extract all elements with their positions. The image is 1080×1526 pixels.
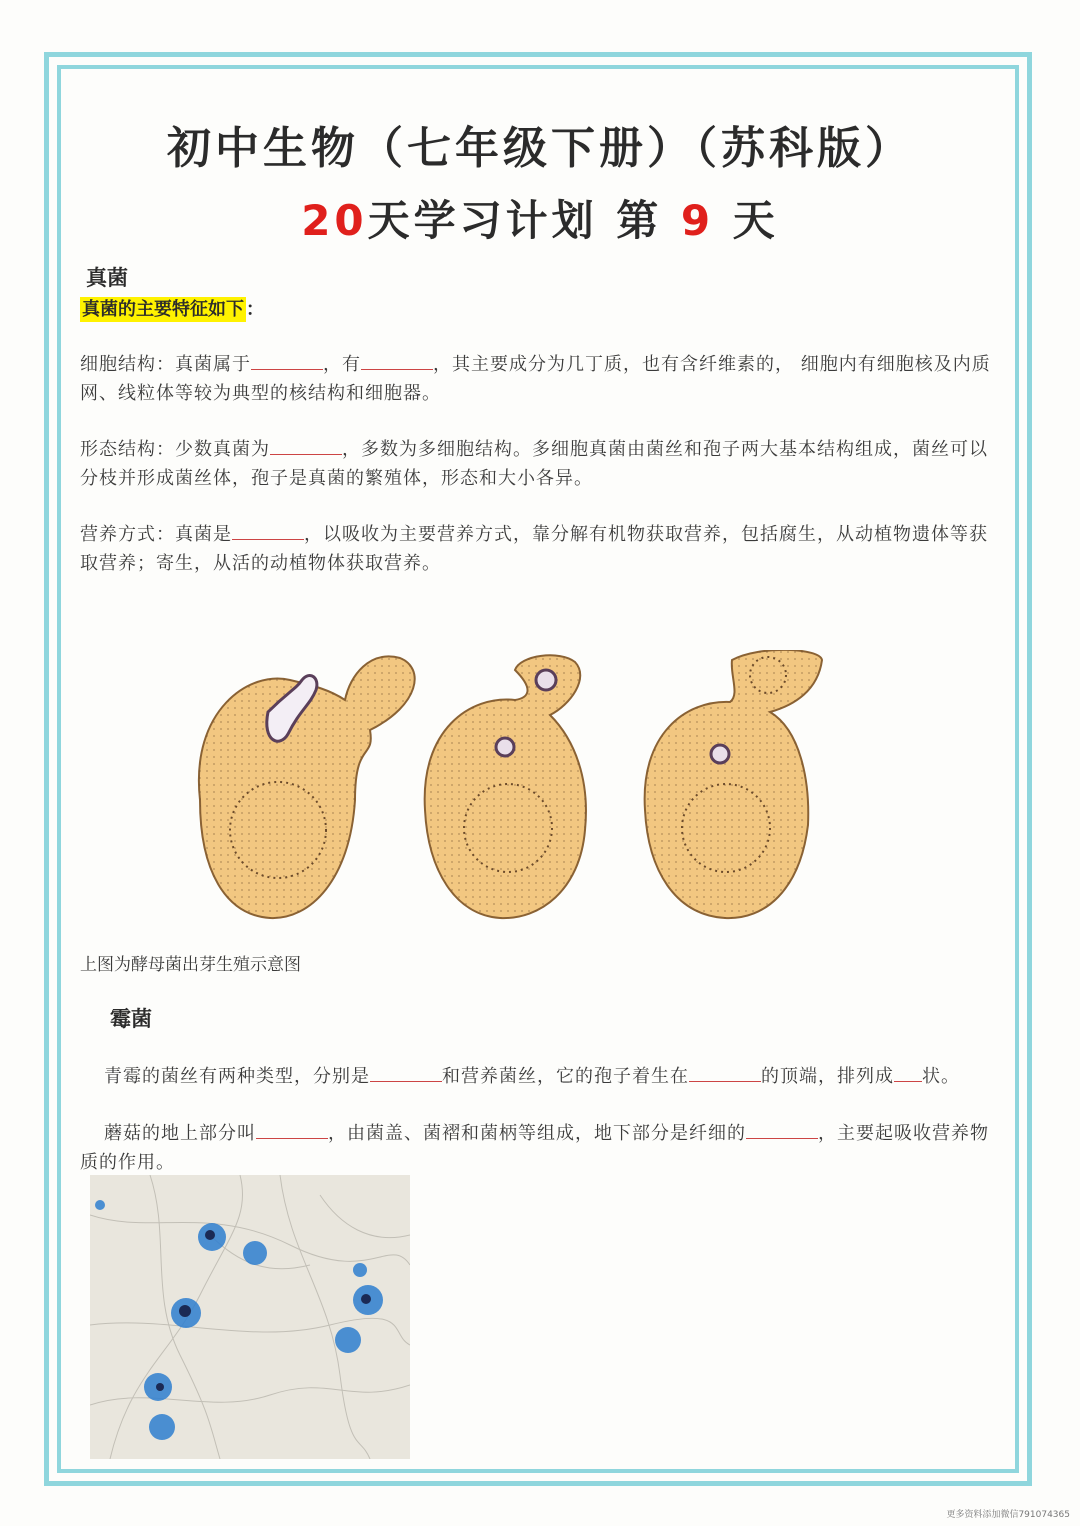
blank-line [256,1120,328,1139]
morph-text-a: 形态结构：少数真菌为 [80,439,270,460]
highlight-colon: ： [246,299,264,320]
mushroom-paragraph [80,1119,1000,1177]
page-title: 初中生物（七年级下册）（苏科版） [167,123,913,174]
p1-text-a: 青霉的菌丝有两种类型，分别是 [104,1066,370,1087]
cell-structure-text-c: ，其主要成分为几丁质，也有含纤维素的， 细胞内有细胞核及内质网、线粒体等较为典型的核结构和细胞器。 [80,354,991,404]
blank-line [370,1063,442,1082]
highlight-text: 真菌的主要特征如下 [82,299,244,320]
subtitle-end: 天 [732,196,779,245]
yeast-budding-illustration [170,650,850,930]
nutrition-paragraph [80,520,1000,578]
cell-structure-text-b: ，有 [323,354,361,375]
yeast-cell-3 [645,650,822,918]
subtitle-text: 天学习计划 第 [367,196,663,245]
blank-line [270,436,342,455]
yeast-cell-2 [425,655,586,918]
p1-text-c: 的顶端，排列成 [761,1066,894,1087]
blank-line [232,521,304,540]
p2-text-c: ，主要起吸收营养物质的作用。 [80,1123,989,1173]
footer-note: 更多资料添加微信791074365 [946,1510,1070,1520]
blank-line [361,351,433,370]
p1-text-b: 和营养菌丝，它的孢子着生在 [442,1066,689,1087]
blank-line [251,351,323,370]
cell-structure-paragraph [80,350,1000,408]
nutrition-text-a: 营养方式：真菌是 [80,524,232,545]
morph-text-b: ，多数为多细胞结构。多细胞真菌由菌丝和孢子两大基本结构组成，菌丝可以分枝并形成菌丝体，孢子是真菌的繁殖体，形态和大小各异。 [80,439,988,489]
mold-heading: 霉菌 [110,1006,152,1031]
mold-micrograph [90,1175,410,1459]
penicillium-paragraph [80,1062,1000,1091]
yeast-cell-1 [199,656,415,918]
p2-text-b: ，由菌盖、菌褶和菌柄等组成，地下部分是纤细的 [328,1123,746,1144]
illustration-caption: 上图为酵母菌出芽生殖示意图 [80,955,301,975]
blank-line [746,1120,818,1139]
p2-text-a: 蘑菇的地上部分叫 [104,1123,256,1144]
fungi-heading: 真菌 [86,265,128,290]
fungi-highlight [80,295,264,321]
cell-structure-text-a: 细胞结构：真菌属于 [80,354,251,375]
day-count: 20 [301,196,368,245]
page-subtitle [0,188,1080,248]
blank-line [894,1063,922,1082]
p1-text-d: 状。 [922,1066,960,1087]
day-number: 9 [680,196,715,245]
nutrition-text-b: ，以吸收为主要营养方式，靠分解有机物获取营养，包括腐生，从动植物遗体等获取营养；寄生，从活的动植物体获取营养。 [80,524,988,574]
morphology-paragraph [80,435,1000,493]
blank-line [689,1063,761,1082]
